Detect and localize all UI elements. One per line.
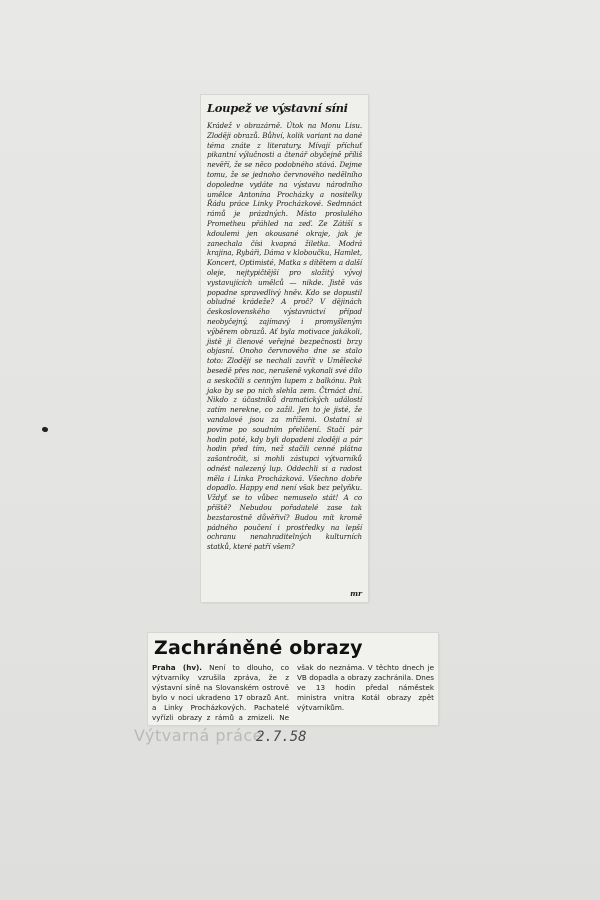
article-2-lead: Praha (hv). — [152, 663, 203, 672]
article-2-title: Zachráněné obrazy — [154, 637, 363, 659]
article-1-body: Krádež v obrazárně. Útok na Monu Lisu. Zloději obrazů. Bůhví, kolik variant na dané téma znáte z literatury. Mívají příchuť pikantní výlučnosti a čtenář obyčejně příliš nevěří, že se něco podobného stává. Dejme tomu, že se jednoho červnového nedělního dopoledne vydáte na výstavu národního umělce Antonína Procházky a nositelky Řádu práce Linky Procházkové. Sedmnáct rámů je prázdných. Místo proslulého Prometheu přáhled na zeď. Ze Zátiší s kdoulemi jen okousané okraje, jak je zanechala čísi kvapná žiletka. Modrá krajina, Rybáři, Dáma v kloboučku, Hamlet, Koncert, Optimisté, Matka s dítětem a další oleje, nejtypičtější pro složitý vývoj vystavujících umělců — nikde. Jistě vás popadne spravedlivý hněv. Kdo se dopustil obludné krádeže? A proč? V dějinách československého výstavnictví případ neobyčejný, zajímavý i promyšleným výběrem obrazů. Ať byla motivace jakákoli, jistě ji členové veřejné bezpečnosti brzy objasní. Onoho červnového dne se stalo toto: Zloději se nechali zavřít v Umělecké besedě přes noc, nerušeně vykonali své dílo a seskočili s cenným lupem z balkónu. Pak jako by se po nich slehla zem. Čtrnáct dní. Nikdo z účastníků dramatických událostí zatím nerekne, co zažil. Jen to je jisté, že vandalové jsou za mřížemi. Ostatní si povíme po soudním přelíčení. Stačí pár hodin poté, kdy byli dopadeni zloději a pár hodin před tím, než stačili cenné plátna zašantročit, si mohli zástupci výtvarníků odnést nalezený lup. Oddechli si a radost měla i Linka Procházková. Všechno dobře dopadlo. Happy end není však bez pelyňku. Vždyť se to vůbec nemuselo stát! A co příště? Nebudou pořadatelé zase tak bezstarostně důvěřiví? Budou mít kromě pádného poučení i prostředky na lepší ochranu nenahraditelných kulturních statků, které patří všem? — [207, 121, 362, 552]
ink-speck — [41, 426, 48, 433]
article-2-text: Není to dlouho, co výtvarníky vzrušila zpráva, že z výstavní síně na Slovanském ostrově bylo v noci ukradeno 17 obrazů Ant. a Linky Procházkových. Pachatelé vyřízli obrazy z rámů a zmizeli. Ne však do neznáma. V těchto dnech je VB dopadla a obrazy zachránila. Dnes ve 13 hodin předal náměstek ministra vnitra Kotál obrazy zpět výtvarníkům. — [152, 663, 434, 722]
article-2-body — [152, 663, 434, 722]
newspaper-clipping-2 — [148, 633, 438, 725]
newspaper-clipping-1 — [201, 95, 368, 602]
article-1-signature: mr — [350, 589, 362, 598]
handwritten-date: 2.7.58 — [256, 729, 307, 745]
article-1-title: Loupež ve výstavní síni — [207, 101, 348, 115]
source-stamp: Výtvarná práce — [134, 726, 264, 745]
